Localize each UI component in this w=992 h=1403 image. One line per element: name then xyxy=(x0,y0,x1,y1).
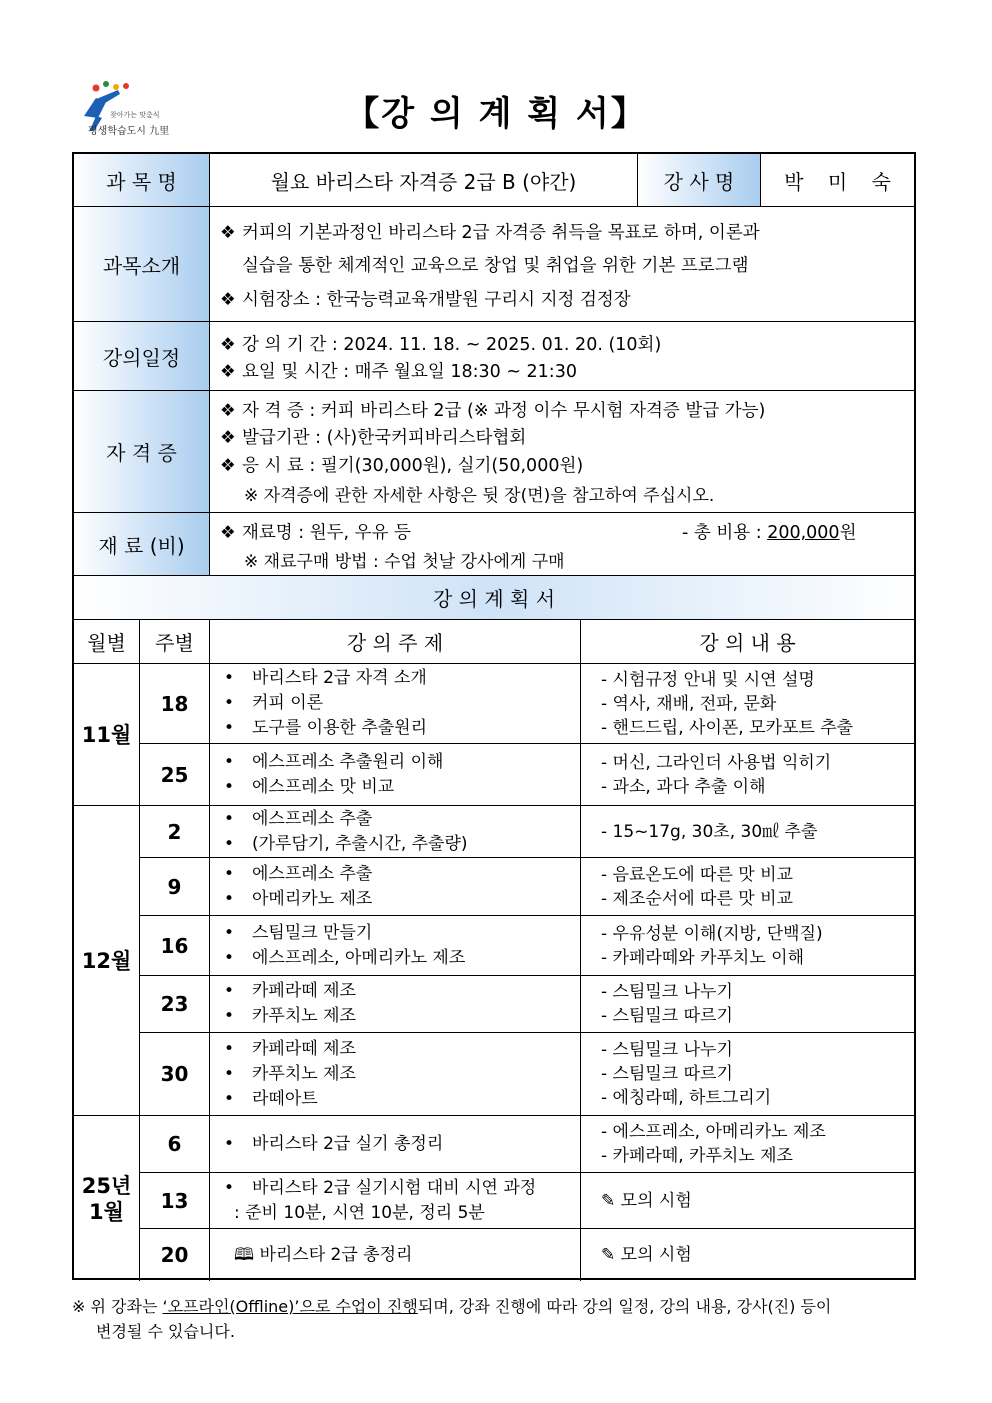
topic-item xyxy=(224,666,580,691)
week-cell xyxy=(140,1116,210,1173)
content-text: - 에칭라떼, 하트그리기 xyxy=(601,1088,772,1108)
material-line-2: ※ 재료구매 방법 : 수업 첫날 강사에게 구매 xyxy=(244,552,565,572)
topic-cell xyxy=(210,1173,581,1229)
topic-text: 커피 이론 xyxy=(252,693,324,713)
week-number: 6 xyxy=(167,1132,182,1156)
content-text: - 과소, 과다 추출 이해 xyxy=(601,776,766,797)
content-text: - 시험규정 안내 및 시연 설명 xyxy=(601,669,815,690)
content-item xyxy=(601,887,914,911)
subject-value: 월요 바리스타 자격증 2급 B (야간) xyxy=(210,154,638,207)
content-text: - 카페라떼, 카푸치노 제조 xyxy=(601,1146,793,1166)
content-text: - 스팀밀크 나누기 xyxy=(601,1040,733,1060)
bullet-icon: • xyxy=(224,833,235,854)
topic-cell xyxy=(210,858,581,916)
week-cell xyxy=(140,1173,210,1229)
topic-text: 에스프레소 추출 xyxy=(252,808,373,829)
header-topic xyxy=(210,620,581,664)
week-cell xyxy=(140,664,210,744)
week-number: 20 xyxy=(160,1243,189,1267)
topic-cell xyxy=(210,1033,581,1116)
topic-text: 도구를 이용한 추출원리 xyxy=(252,718,428,738)
topic-item xyxy=(224,1132,580,1157)
topic-item xyxy=(224,887,580,912)
content-item xyxy=(601,1086,914,1110)
topic-item xyxy=(224,1037,580,1062)
topic-text: 카푸치노 제조 xyxy=(252,1006,356,1026)
content-text: - 핸드드립, 사이폰, 모카포트 추출 xyxy=(601,717,854,738)
month-label: 25년 1월 xyxy=(81,1173,132,1224)
header-content xyxy=(581,620,914,664)
header-month xyxy=(74,620,140,664)
content-text: - 스팀밀크 나누기 xyxy=(601,982,733,1002)
bullet-icon: • xyxy=(224,808,235,829)
intro-label: 과목소개 xyxy=(74,207,210,322)
bullet-icon: • xyxy=(224,947,235,968)
week-number: 9 xyxy=(167,874,182,899)
content-text: - 음료온도에 따른 맛 비교 xyxy=(601,864,793,885)
content-cell xyxy=(581,664,914,744)
logo-name: 평생학습도시 九里 xyxy=(88,126,170,137)
content-item xyxy=(601,1189,914,1213)
month-cell xyxy=(74,1116,140,1281)
bullet-icon: • xyxy=(224,863,235,884)
footnote xyxy=(72,1294,916,1344)
header-topic-label: 강 의 주 제 xyxy=(346,631,444,655)
footnote-suffix: 되며, 강좌 진행에 따라 강의 일정, 강의 내용, 강사(진) 등이 xyxy=(417,1297,832,1316)
topic-text: 아메리카노 제조 xyxy=(252,888,373,909)
topic-item xyxy=(224,807,580,832)
material-label: 재 료 (비) xyxy=(74,513,210,576)
content-text: - 스팀밀크 따르기 xyxy=(601,1006,733,1026)
topic-text: 스팀밀크 만들기 xyxy=(252,922,373,943)
intro-line-3: 시험장소 : 한국능력교육개발원 구리시 지정 검정장 xyxy=(242,290,631,310)
week-number: 2 xyxy=(167,819,182,844)
material-content xyxy=(210,513,914,576)
subject-label: 과 목 명 xyxy=(74,154,210,207)
logo-tagline: 찾아가는 맞춤식 xyxy=(110,111,160,119)
content-item xyxy=(601,668,914,692)
content-cell xyxy=(581,1173,914,1229)
bullet-icon: • xyxy=(224,751,235,772)
material-cost-prefix: - 총 비용 : xyxy=(682,523,768,543)
instructor-value: 박 미 숙 xyxy=(761,154,914,207)
topic-text: 카푸치노 제조 xyxy=(252,1063,356,1084)
topic-cell xyxy=(210,744,581,806)
month-cell xyxy=(74,664,140,806)
month-label: 11월 xyxy=(81,722,132,747)
topic-item xyxy=(224,775,580,800)
content-text: - 역사, 재배, 전파, 문화 xyxy=(601,693,777,714)
bullet-icon: • xyxy=(224,1038,235,1059)
course-plan-table xyxy=(72,152,916,1280)
bullet-icon: • xyxy=(224,1133,235,1154)
week-number: 16 xyxy=(160,933,189,958)
cert-label: 자 격 증 xyxy=(74,391,210,513)
topic-text: 바리스타 2급 자격 소개 xyxy=(252,668,427,688)
material-cost xyxy=(682,519,856,544)
intro-line-1: 커피의 기본과정인 바리스타 2급 자격증 취득을 목표로 하며, 이론과 xyxy=(242,223,760,243)
instructor-label: 강 사 명 xyxy=(638,154,761,207)
topic-text: 카페라떼 제조 xyxy=(252,1038,356,1059)
content-text: - 제조순서에 따른 맛 비교 xyxy=(601,888,793,909)
plan-band-title: 강 의 계 획 서 xyxy=(74,576,914,620)
topic-text: 카페라떼 제조 xyxy=(252,981,356,1001)
topic-special-text: 🕮 바리스타 2급 총정리 xyxy=(234,1244,413,1265)
cert-content xyxy=(210,391,914,513)
topic-item xyxy=(224,1004,580,1029)
content-cell xyxy=(581,1116,914,1173)
topic-item xyxy=(224,716,580,741)
topic-item xyxy=(224,1087,580,1112)
content-item xyxy=(601,980,914,1004)
bullet-icon: ❖ xyxy=(220,401,236,421)
content-item xyxy=(601,946,914,970)
topic-item xyxy=(224,691,580,716)
topic-cell xyxy=(210,1229,581,1281)
schedule-line-1: 강 의 기 간 : 2024. 11. 18. ~ 2025. 01. 20. (10회) xyxy=(242,335,662,355)
content-cell xyxy=(581,744,914,806)
topic-text: 에스프레소 추출원리 이해 xyxy=(252,751,444,772)
content-text: - 스팀밀크 따르기 xyxy=(601,1064,733,1084)
bullet-icon: ❖ xyxy=(220,428,236,448)
material-line-1: 재료명 : 원두, 우유 등 xyxy=(242,523,411,543)
topic-cell xyxy=(210,1116,581,1173)
topic-text: 에스프레소 추출 xyxy=(252,863,373,884)
content-cell xyxy=(581,916,914,976)
content-item xyxy=(601,692,914,716)
content-item xyxy=(601,716,914,740)
document-title: 【강 의 계 획 서】 xyxy=(345,94,647,134)
topic-text: 에스프레소, 아메리카노 제조 xyxy=(252,947,466,968)
header-month-label: 월별 xyxy=(87,631,126,655)
week-cell xyxy=(140,1229,210,1281)
header-content-label: 강 의 내 용 xyxy=(699,631,796,655)
schedule-content xyxy=(210,322,914,391)
bullet-icon: • xyxy=(224,1063,235,1084)
header-week-label: 주별 xyxy=(155,631,194,655)
material-cost-value: 200,000 xyxy=(767,523,840,543)
content-text: ✎ 모의 시험 xyxy=(601,1190,692,1211)
bullet-icon: • xyxy=(224,668,235,688)
bullet-icon: • xyxy=(224,1177,235,1198)
content-item xyxy=(601,820,914,844)
topic-cell xyxy=(210,806,581,858)
week-cell xyxy=(140,916,210,976)
cert-line-3: 응 시 료 : 필기(30,000원), 실기(50,000원) xyxy=(242,456,584,476)
month-cell xyxy=(74,806,140,1116)
week-cell xyxy=(140,806,210,858)
week-number: 30 xyxy=(160,1062,189,1086)
topic-text: 에스프레소 맛 비교 xyxy=(252,776,395,797)
topic-text: 바리스타 2급 실기시험 대비 시연 과정 xyxy=(252,1177,537,1198)
content-text: - 15~17g, 30초, 30㎖ 추출 xyxy=(601,821,818,842)
content-item xyxy=(601,922,914,946)
topic-extra-text: : 준비 10분, 시연 10분, 정리 5분 xyxy=(234,1202,485,1223)
content-item xyxy=(601,1038,914,1062)
bullet-icon: ❖ xyxy=(220,362,236,382)
topic-cell xyxy=(210,664,581,744)
week-number: 23 xyxy=(160,992,189,1016)
bullet-icon: • xyxy=(224,718,235,738)
topic-item xyxy=(224,1062,580,1087)
content-item xyxy=(601,1243,914,1267)
content-text: - 머신, 그라인더 사용법 익히기 xyxy=(601,752,832,773)
topic-item xyxy=(224,946,580,971)
cert-line-1: 자 격 증 : 커피 바리스타 2급 (※ 과정 이수 무시험 자격증 발급 가능) xyxy=(242,401,766,421)
intro-line-2: 실습을 통한 체계적인 교육으로 창업 및 취업을 위한 기본 프로그램 xyxy=(242,256,749,276)
content-cell xyxy=(581,1229,914,1281)
bullet-icon: ❖ xyxy=(220,290,236,310)
week-cell xyxy=(140,744,210,806)
content-item xyxy=(601,751,914,775)
content-cell xyxy=(581,806,914,858)
topic-cell xyxy=(210,976,581,1033)
bullet-icon: • xyxy=(224,888,235,909)
footnote-underlined: ‘오프라인(Offline)’으로 수업이 진행 xyxy=(162,1297,418,1316)
material-cost-unit: 원 xyxy=(839,523,857,543)
week-number: 25 xyxy=(160,762,189,787)
week-cell xyxy=(140,1033,210,1116)
intro-content xyxy=(210,207,914,322)
week-number: 18 xyxy=(160,691,189,716)
topic-extra xyxy=(224,1201,580,1226)
topic-item xyxy=(224,1243,580,1268)
content-item xyxy=(601,863,914,887)
bullet-icon: • xyxy=(224,693,235,713)
content-cell xyxy=(581,858,914,916)
cert-line-4: ※ 자격증에 관한 자세한 사항은 뒷 장(면)을 참고하여 주십시오. xyxy=(244,486,715,506)
schedule-label: 강의일정 xyxy=(74,322,210,391)
bullet-icon: • xyxy=(224,1006,235,1026)
bullet-icon: ❖ xyxy=(220,223,236,243)
schedule-table xyxy=(74,620,914,1278)
content-text: ✎ 모의 시험 xyxy=(601,1245,692,1265)
topic-text: 라떼아트 xyxy=(252,1088,318,1109)
content-cell xyxy=(581,1033,914,1116)
footnote-line-2: 변경될 수 있습니다. xyxy=(96,1322,235,1341)
week-cell xyxy=(140,858,210,916)
topic-cell xyxy=(210,916,581,976)
content-item xyxy=(601,1062,914,1086)
week-cell xyxy=(140,976,210,1033)
content-item xyxy=(601,1120,914,1144)
cert-line-2: 발급기관 : (사)한국커피바리스타협회 xyxy=(242,428,527,448)
content-text: - 우유성분 이해(지방, 단백질) xyxy=(601,923,823,944)
bullet-icon: ❖ xyxy=(220,523,236,543)
topic-item xyxy=(224,921,580,946)
bullet-icon: ❖ xyxy=(220,335,236,355)
topic-item xyxy=(224,750,580,775)
topic-item xyxy=(224,1176,580,1201)
topic-text: (가루담기, 추출시간, 추출량) xyxy=(252,833,468,854)
content-text: - 에스프레소, 아메리카노 제조 xyxy=(601,1122,826,1142)
header-week xyxy=(140,620,210,664)
content-cell xyxy=(581,976,914,1033)
bullet-icon: • xyxy=(224,776,235,797)
topic-item xyxy=(224,862,580,887)
schedule-line-2: 요일 및 시간 : 매주 월요일 18:30 ~ 21:30 xyxy=(242,362,577,382)
content-text: - 카페라떼와 카푸치노 이해 xyxy=(601,947,804,968)
footnote-prefix: ※ 위 강좌는 xyxy=(72,1297,163,1316)
topic-text: 바리스타 2급 실기 총정리 xyxy=(252,1133,444,1154)
bullet-icon: • xyxy=(224,1088,235,1109)
bullet-icon: • xyxy=(224,981,235,1001)
week-number: 13 xyxy=(160,1188,189,1213)
topic-item xyxy=(224,979,580,1004)
bullet-icon: ❖ xyxy=(220,456,236,476)
month-label: 12월 xyxy=(81,948,132,973)
content-item xyxy=(601,775,914,799)
content-item xyxy=(601,1004,914,1028)
content-item xyxy=(601,1144,914,1168)
bullet-icon: • xyxy=(224,922,235,943)
topic-item xyxy=(224,832,580,857)
